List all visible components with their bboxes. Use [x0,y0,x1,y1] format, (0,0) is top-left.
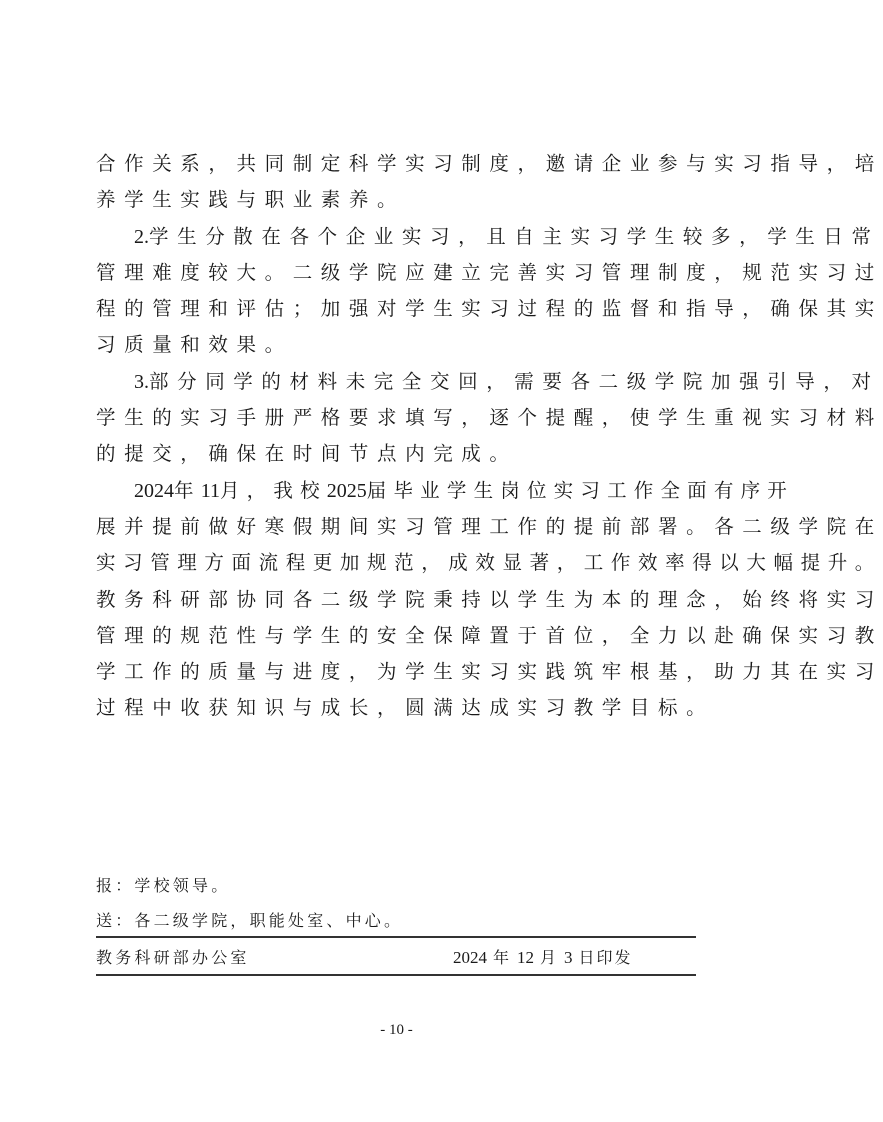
text-line: 合作关系，共同制定科学实习制度，邀请企业参与实习指导，培 [96,152,883,175]
document-body [96,146,883,727]
issue-year: 2024 [453,948,487,967]
text-line: 教务科研部协同各二级学院秉持以学生为本的理念，始终将实习 [96,587,883,611]
paragraph-item-2 [96,219,883,364]
divider-bottom [96,974,696,976]
text-line: 习质量和效果。 [96,333,293,357]
divider-top [96,936,696,938]
latin-run: 2. [134,225,149,248]
text-line: 管理的规范性与学生的安全保障置于首位，全力以赴确保实习教 [96,623,883,647]
text-line: 过程中收获知识与成长，圆满达成实习教学目标。 [96,696,715,720]
text-line: 程的管理和评估；加强对学生实习过程的监督和指导，确保其实 [96,297,883,321]
send-to-line: 送：各二级学院，职能处室、中心。 [96,911,404,930]
paragraph-item-3 [96,364,883,473]
text-line: 养学生实践与职业素养。 [96,188,406,212]
text-line: 的提交，确保在时间节点内完成。 [96,442,518,466]
paragraph-cooperation [96,146,883,219]
month-unit: 月 [540,948,559,967]
text-line: 2024年11月，我校2025届毕业学生岗位实习工作全面有序开 [134,478,794,502]
issue-day: 3 [564,948,573,967]
report-to-line: 报：学校领导。 [96,876,231,895]
latin-run: 2024 [134,479,174,502]
text-line: 管理难度较大。二级学院应建立完善实习管理制度，规范实习过 [96,260,883,284]
text-line: 学工作的质量与进度，为学生实习实践筑牢根基，助力其在实习 [96,660,883,684]
latin-run: 3. [134,370,149,393]
text-line: 实习管理方面流程更加规范，成效显著，工作效率得以大幅提升。 [96,551,882,575]
text-line: 学生的实习手册严格要求填写，逐个提醒，使学生重视实习材料 [96,406,883,430]
page-number: - 10 - [380,1022,413,1038]
issue-date [453,945,633,968]
year-unit: 年 [493,948,512,967]
text-line: 3.部分同学的材料未完全交回，需要各二级学院加强引导，对 [134,369,880,393]
paragraph-summary [96,473,883,727]
latin-run: 11 [200,479,220,502]
issue-month: 12 [517,948,535,967]
latin-run: 2025 [326,479,367,502]
day-unit: 日印发 [578,948,633,967]
issuing-office: 教务科研部办公室 [96,948,250,967]
text-line: 2.学生分散在各个企业实习，且自主实习学生较多，学生日常 [134,224,880,248]
text-line: 展并提前做好寒假期间实习管理工作的提前部署。各二级学院在 [96,514,883,538]
